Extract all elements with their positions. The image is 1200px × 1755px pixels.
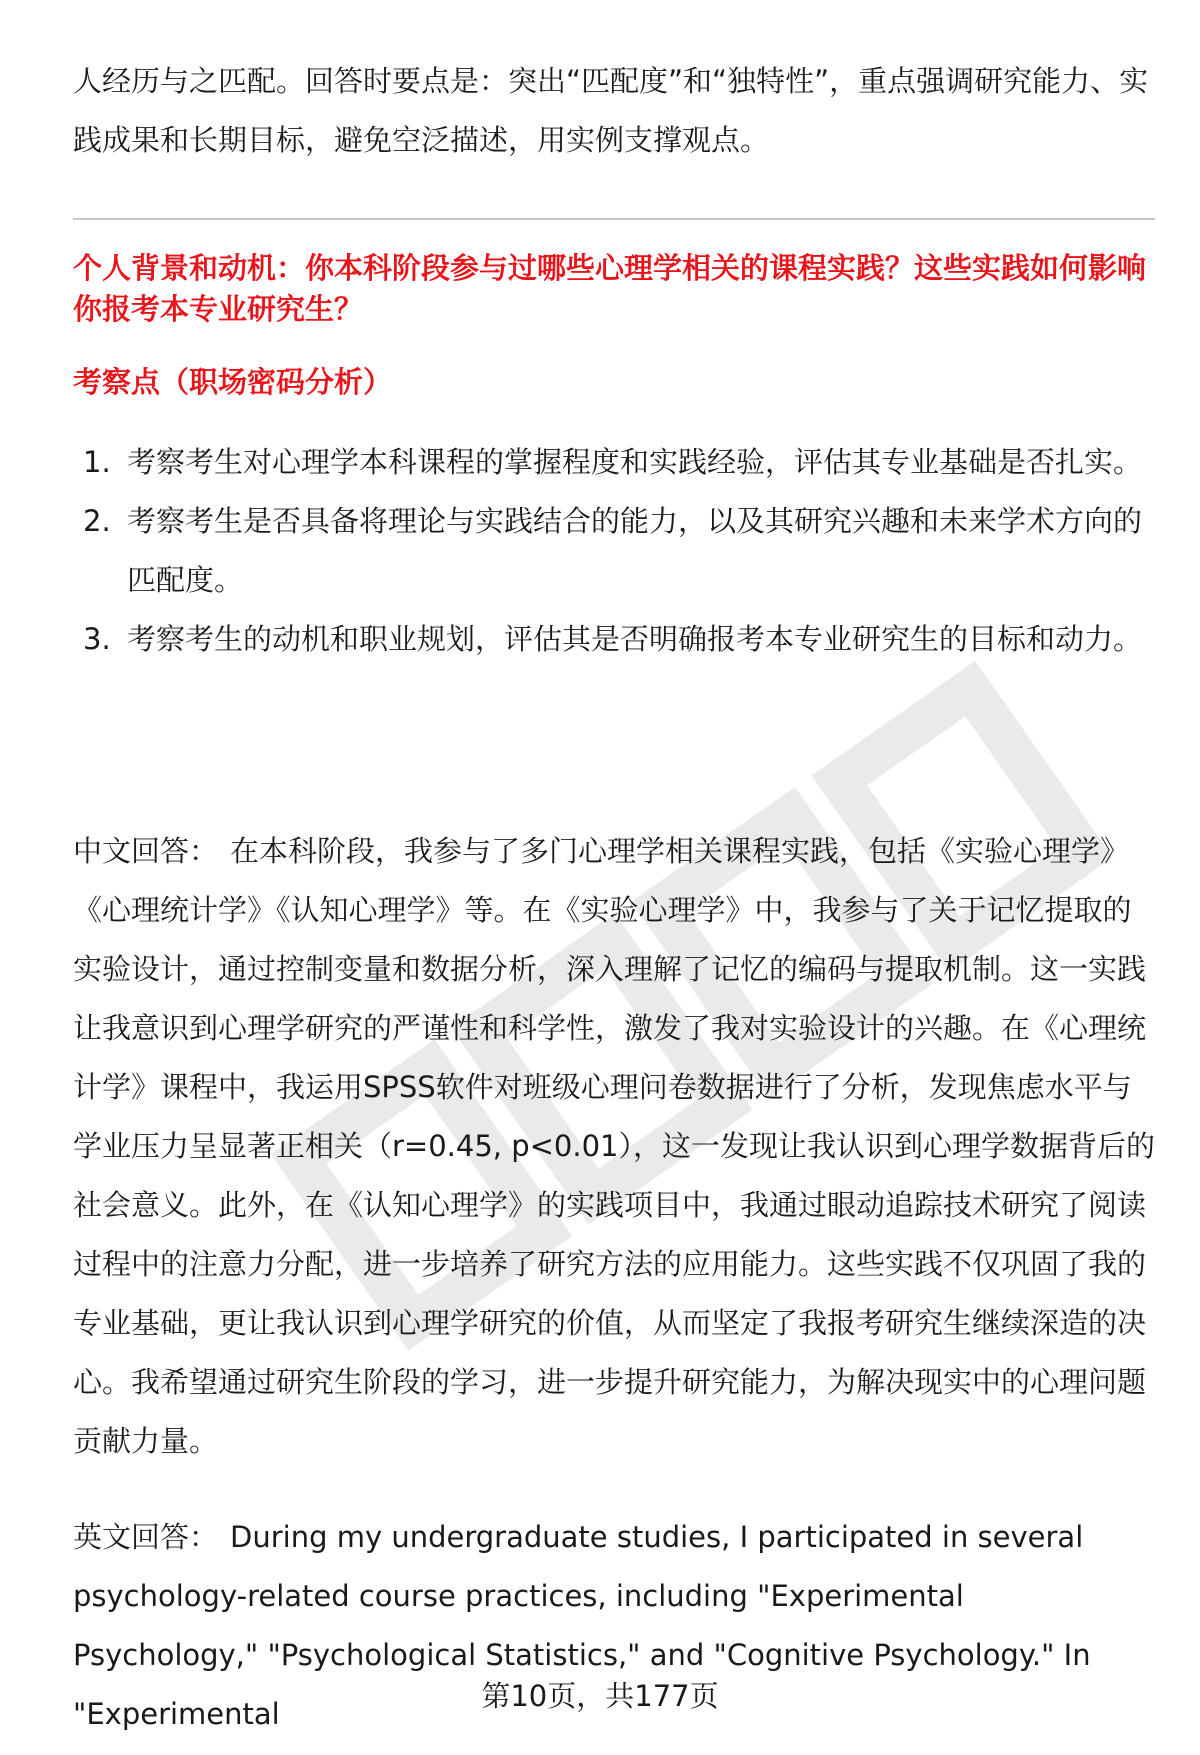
section-divider (73, 218, 1155, 220)
chinese-answer (73, 822, 1155, 1471)
point-number: 3. (83, 622, 111, 656)
analysis-points-list (73, 433, 1155, 669)
analysis-point (73, 610, 1155, 669)
chinese-answer-text: 在本科阶段，我参与了多门心理学相关课程实践，包括《实验心理学》《心理统计学》《认知心理学》等。在《实验心理学》中，我参与了关于记忆提取的实验设计，通过控制变量和数据分析，深入理解了记忆的编码与提取机制。这一实践让我意识到心理学研究的严谨性和科学性，激发了我对实验设计的兴趣。在《心理统计学》课程中，我运用SPSS软件对班级心理问卷数据进行了分析，发现焦虑水平与学业压力呈显著正相关（r=0.45, p<0.01），这一发现让我认识到心理学数据背后的社会意义。此外，在《认知心理学》的实践项目中，我通过眼动追踪技术研究了阅读过程中的注意力分配，进一步培养了研究方法的应用能力。这些实践不仅巩固了我的专业基础，更让我认识到心理学研究的价值，从而坚定了我报考研究生继续深造的决心。我希望通过研究生阶段的学习，进一步提升研究能力，为解决现实中的心理问题贡献力量。 (73, 834, 1156, 1458)
point-text: 考察考生的动机和职业规划，评估其是否明确报考本专业研究生的目标和动力。 (127, 622, 1143, 656)
chinese-answer-label: 中文回答： (73, 834, 219, 868)
point-text: 考察考生对心理学本科课程的掌握程度和实践经验，评估其专业基础是否扎实。 (127, 445, 1143, 479)
analysis-point (73, 492, 1155, 610)
question-heading: 个人背景和动机：你本科阶段参与过哪些心理学相关的课程实践？这些实践如何影响你报考本专业研究生？ (73, 251, 1147, 326)
analysis-heading: 考察点（职场密码分析） (73, 365, 393, 399)
analysis-point (73, 433, 1155, 492)
intro-paragraph: 人经历与之匹配。回答时要点是：突出“匹配度”和“独特性”，重点强调研究能力、实践成果和长期目标，避免空泛描述，用实例支撑观点。 (73, 64, 1149, 157)
page-number-footer: 第10页，共177页 (481, 1679, 719, 1713)
point-number: 2. (83, 504, 111, 538)
english-answer-text: During my undergraduate studies, I participated in several psychology-related course practices, including "Experimental Psychology," "Psychological Statistics," and "Cognitive Psychology." In "Experimental (73, 1520, 1091, 1731)
point-text: 考察考生是否具备将理论与实践结合的能力，以及其研究兴趣和未来学术方向的匹配度。 (127, 504, 1143, 597)
document-page (73, 0, 1155, 1755)
english-answer-label: 英文回答： (73, 1520, 219, 1554)
point-number: 1. (83, 445, 111, 479)
